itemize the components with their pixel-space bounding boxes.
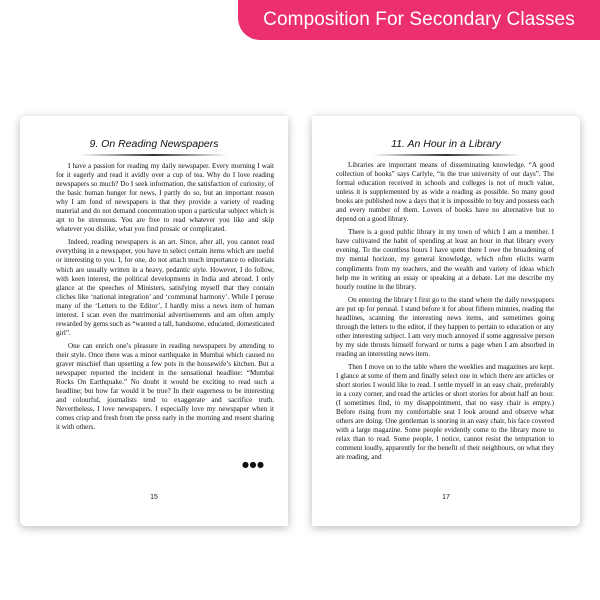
page-body — [336, 161, 554, 467]
page-number: 17 — [442, 494, 450, 501]
paragraph: There is a good public library in my town of which I am a member. I have cultivated the habit of spending at least an hour in that library every evening. To the countless hours I have spent there I owe the broadening of my mental horizon, my general knowledge, which often elicits warm compliments from my teachers, and the wealth and variety of ideas which help me in writing an essay or speaking at a debate. Let me describe my hourly routine in the library. — [336, 228, 554, 291]
left-page — [20, 116, 288, 526]
paragraph: I have a passion for reading my daily newspaper. Every morning I wait for it eagerly and read it avidly over a cup of tea. Why do I love reading newspapers so much? Do I seek information, the satisfaction of curiosity, of the basic human hunger for news, I partly do so, but an important reason why I am fond of newspapers is that they provide a variety of reading material and do not demand concentration upon a particular subject which is apt to be strenuous. You are free to read whatever you like and skip whatever you dislike, what you find prosaic or complicated. — [56, 162, 274, 234]
chapter-title: 11. An Hour in a Library — [391, 138, 501, 150]
title-divider — [80, 154, 228, 156]
paragraph: One can enrich one’s pleasure in reading newspapers by attending to their style. Once there was a minor earthquake in Mumbai which caused no graver mischief than upsetting a few pots in the housewife’s kitchen. But a newspaper reported the incident in the sensational headline: “Mumbai Rocks On Earthquake.” No doubt it would be exciting to read such a headline; but how far would it be true? In their eagerness to be interesting and colourful, journalists tend to exaggerate and sacrifice truth. Nevertheless, I love newspapers. I especially love my newspaper when it comes crisp and fresh from the press early in the morning and resent sharing it with others. — [56, 341, 274, 432]
header-banner — [238, 0, 600, 40]
page-body — [56, 162, 274, 436]
page-number: 15 — [150, 494, 158, 501]
chapter-title: 9. On Reading Newspapers — [89, 138, 219, 150]
end-mark: ●●● — [242, 460, 265, 469]
right-page — [312, 116, 580, 526]
paragraph: Then I move on to the table where the weeklies and magazines are kept. I glance at some of them and finally select one in which there are articles or short stories I would like to read. I settle myself in an easy chair, preferably in a cozy corner, and read the articles or short stories for about half an hour. (I sometimes find, to my disappointment, that no easy chair is empty.) Before rising from my comfortable seat I look around and observe what others are doing. One gentleman is snoring in an easy chair, his face covered with a large magazine. Some people evidently come to the library more to relax than to read. Some people, I notice, cannot resist the temptation to comment loudly, apparently for the benefit of their neighbours, on what they are reading, and — [336, 362, 554, 462]
title-divider — [372, 154, 520, 156]
banner-title: Composition For Secondary Classes — [263, 9, 575, 30]
paragraph: Libraries are important means of disseminating knowledge. “A good collection of books” says Carlyle, “is the true university of our days”. The formal education received in schools and colleges is not of much value, unless it is supplemented by as wide a reading as possible. So many good books are published now a days that it is impossible to buy and possess each and every number of them. Lovers of books have no alternative but to depend on a good library. — [336, 161, 554, 224]
paragraph: On entering the library I first go to the stand where the daily newspapers are put up for perusal. I stand before it for about fifteen minutes, reading the headlines, scanning the interesting news items, and sometimes going through the letters to the editor, if they happen to pertain to education or any other interesting subject. I am very much annoyed if some aggressive person by my side thrusts himself forward or turns a page when I am absorbed in reading an interesting news item. — [336, 295, 554, 358]
paragraph: Indeed, reading newspapers is an art. Since, after all, you cannot read everything in a newspaper, you have to select certain items which are useful or interesting to you. I, for one, do not attach much importance to editorials which are usually written in a heavy, pedantic style. However, I do follow, with keen interest, the political developments in India and abroad. I only glance at the speeches of Ministers, satisfying myself that they contain cliches like ‘national integration’ and ‘communal harmony’. While I peruse many of the ‘Letters to the Editor’, I hardly miss a news item of human interest. I scan even the matrimonial advertisements and am often amply rewarded by gems such as “wanted a tall, handsome, educated, domesticated girl”. — [56, 238, 274, 337]
